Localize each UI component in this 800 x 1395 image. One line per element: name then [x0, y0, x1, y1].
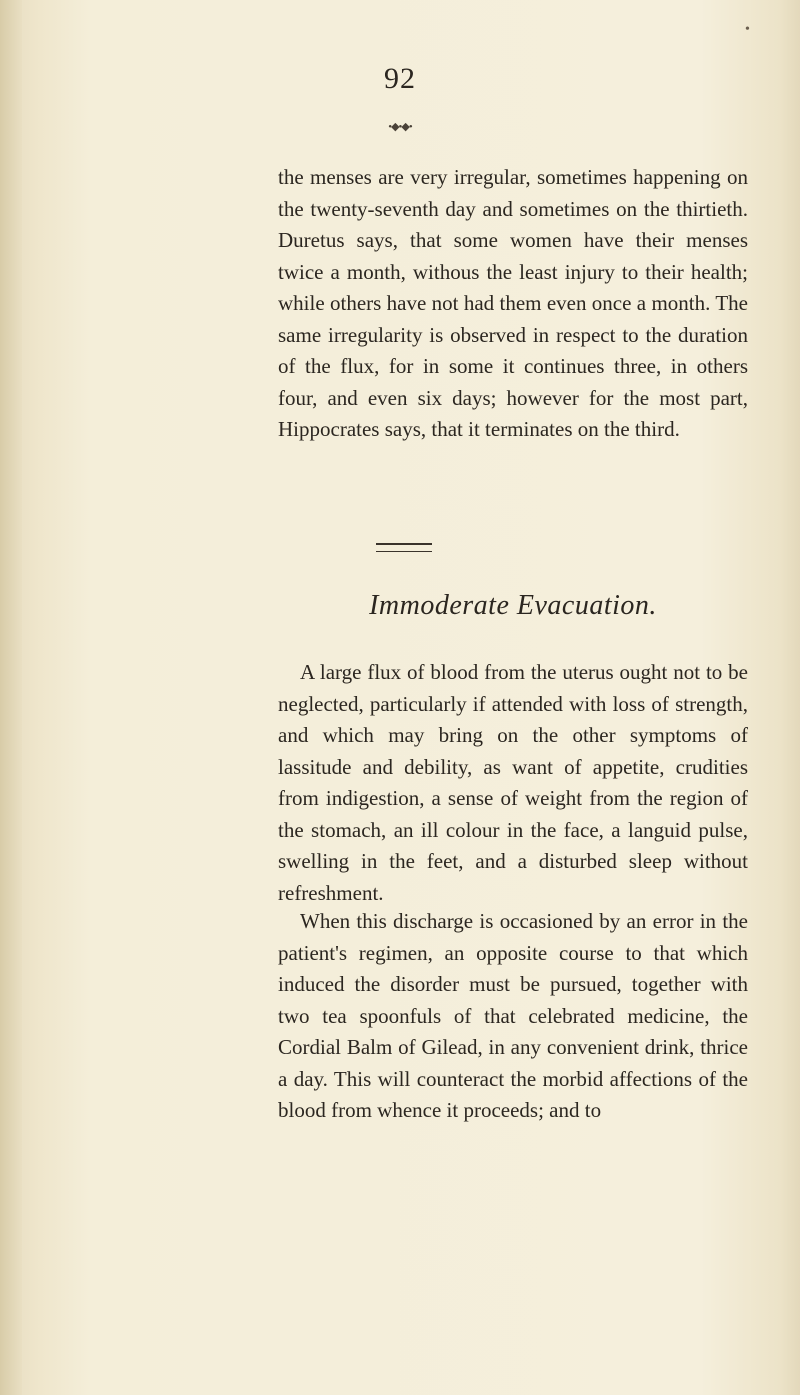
paragraph-3: When this discharge is occasioned by an error in the patient's regimen, an opposite course to that which induced the disorder must be pursued, together with two tea spoonfuls of that celebrated medicine, the Cordial Balm of Gilead, in any convenient drink, thrice a day. This will counteract the morbid affections of the blood from whence it proceeds; and to: [278, 909, 748, 1122]
header-ornament: •◆•◆•: [388, 121, 412, 133]
page-gutter: [0, 0, 22, 1395]
section-heading: Immoderate Evacuation.: [369, 590, 657, 621]
paragraph-1: the menses are very irregular, sometimes happening on the twenty-seventh day and sometimes on the thirtieth. Duretus says, that some women have their menses twice a month, withous the least injury to their health; while others have not had them even once a month. The same irregularity is observed in respect to the duration of the flux, for in some it continues three, in others four, and even six days; however for the most part, Hippocrates says, that it terminates on the third.: [278, 165, 748, 441]
section-divider-rule: [376, 543, 432, 552]
page-number: 92: [384, 62, 416, 95]
paragraph-2: A large flux of blood from the uterus ought not to be neglected, particularly if attended with loss of strength, and which may bring on the other symptoms of lassitude and debility, as want of appetite, crudities from indigestion, a sense of weight from the region of the stomach, an ill colour in the face, a languid pulse, swelling in the feet, and a disturbed sleep without refreshment.: [278, 660, 748, 905]
corner-mark: •: [745, 22, 750, 37]
